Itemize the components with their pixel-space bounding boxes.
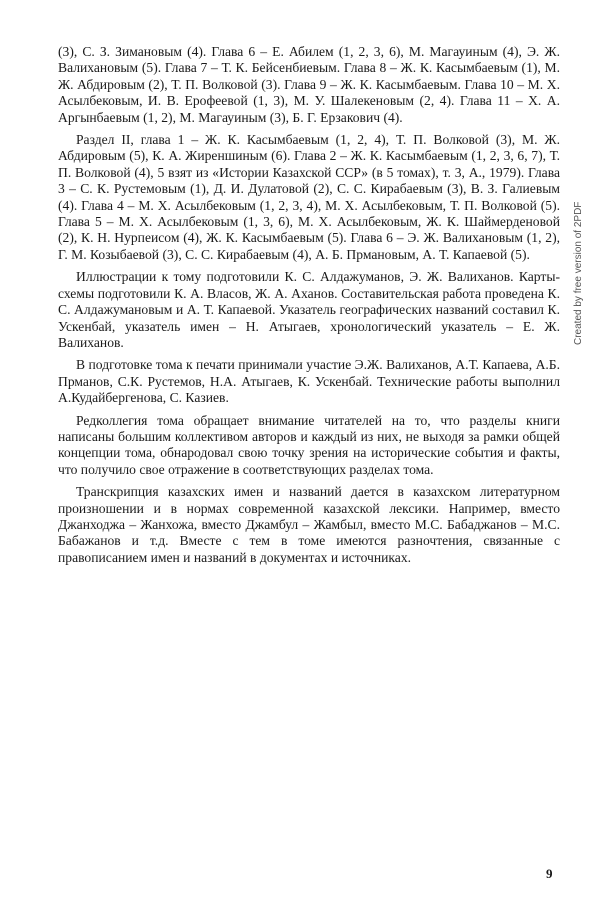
page-number: 9 bbox=[546, 866, 553, 881]
paragraph-6: Транскрипция казахских имен и названий дается в казахском литературном произношении и в нормах современной казахской лексики. Например, вместо Джанходжа – Жанхожа, вместо Джамбул – Жамбыл, вместо М.С. Бабаджанов – М.С. Бабажанов и т.д. Вместе с тем в томе имеются разночтения, связанные с правописанием имен и названий в документах и источниках. bbox=[58, 484, 560, 565]
paragraph-3: Иллюстрации к тому подготовили К. С. Алдажуманов, Э. Ж. Валиханов. Карты-схемы подготовили К. А. Власов, Ж. А. Аханов. Составительская работа проведена К. С. Алдажумановым и А. Т. Капаевой. Указатель географических названий составил К. Ускенбай, указатель имен – Н. Атыгаев, хронологический указатель – Е. Ж. Валиханов. bbox=[58, 269, 560, 350]
paragraph-4: В подготовке тома к печати принимали участие Э.Ж. Валиханов, А.Т. Капаева, А.Б. Прманов, С.К. Рустемов, Н.А. Атыгаев, К. Ускенбай. Технические работы выполнил А.Кудайбергенова, С. Казиев. bbox=[58, 357, 560, 406]
paragraph-2: Раздел II, глава 1 – Ж. К. Касымбаевым (1, 2, 4), Т. П. Волковой (3), М. Ж. Абдировым (5), К. А. Жиреншиным (6). Глава 2 – Ж. К. Касымбаевым (1, 2, 3, 6, 7), Т. П. Волковой (4), 5 взят из «Истории Казахской ССР» (в 5 томах), т. 3, А., 1979). Глава 3 – С. К. Рустемовым (1), Д. И. Дулатовой (2), С. С. Кирабаевым (3), В. З. Галиевым (4). Глава 4 – М. Х. Асылбековым (1, 2, 3, 4), М. Х. Асылбековым, Т. П. Волковой (5). Глава 5 – М. Х. Асылбековым (1, 3, 6), М. Х. Асылбековым, Ж. К. Шаймерденовой (2), К. Н. Нурпеисом (4), Ж. К. Касымбаевым (5). Глава 6 – Э. Ж. Валихановым (1, 2), Г. М. Козыбаевой (3), С. С. Кирабаевым (4), А. Б. Прмановым, А. Т. Капаевой (5). bbox=[58, 132, 560, 262]
paragraph-1: (3), С. З. Зимановым (4). Глава 6 – Е. Абилем (1, 2, 3, 6), М. Магауиным (4), Э. Ж. Валихановым (5). Глава 7 – Т. К. Бейсенбиевым. Глава 8 – Ж. К. Касымбаевым (1), М. Ж. Абдировым (2), Т. П. Волковой (3). Глава 9 – Ж. К. Касымбаевым. Глава 10 – М. Х. Асылбековым, И. В. Ерофеевой (1, 3), М. У. Шалекеновым (2, 4). Глава 11 – Х. А. Аргынбаевым (1, 2), М. Магауиным (3), Б. Г. Ерзакович (4). bbox=[58, 44, 560, 125]
watermark-text: Created by free version of 2PDF bbox=[573, 201, 584, 345]
paragraph-5: Редколлегия тома обращает внимание читателей на то, что разделы книги написаны большим коллективом авторов и каждый из них, не выходя за рамки общей концепции тома, обнародовал свою точку зрения на исторические события и факты, что получило свое отражение в соответствующих разделах тома. bbox=[58, 412, 560, 477]
page-body-text bbox=[58, 44, 560, 572]
